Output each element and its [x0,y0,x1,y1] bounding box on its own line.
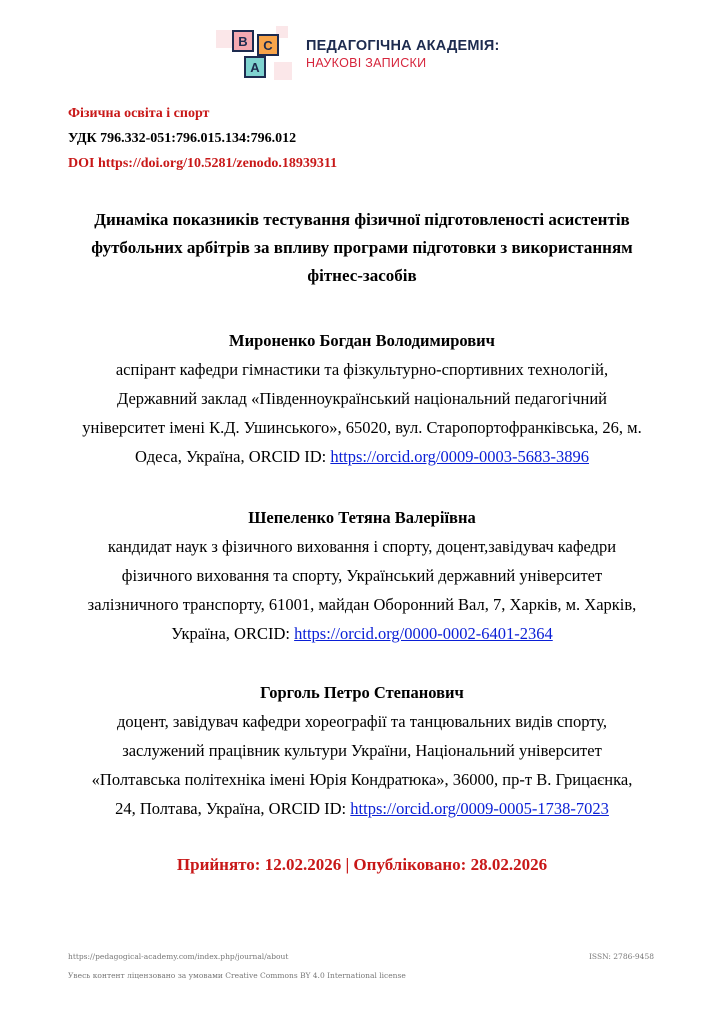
title-line: футбольних арбітрів за впливу програми підготовки з використанням [91,238,633,257]
orcid-link[interactable]: https://orcid.org/0009-0005-1738-7023 [350,799,609,818]
udc-code: УДК 796.332-051:796.015.134:796.012 [68,131,297,146]
author-name: Мироненко Богдан Володимирович [229,331,495,350]
affiliation-line: доцент, завідувач кафедри хореографії та танцювальних видів спорту, [117,712,607,731]
orcid-prefix: Одеса, Україна, ORCID ID: [135,447,331,466]
affiliation-line [40,794,684,823]
author-name: Шепеленко Тетяна Валеріївна [248,508,476,527]
journal-logo [214,24,534,84]
author-block [40,503,684,648]
affiliation-line: університет імені К.Д. Ушинського», 65020, вул. Старопортофранківська, 26, м. [82,418,642,437]
article-title [62,206,662,290]
section-label: Фізична освіта і спорт [68,106,210,121]
logo-block-a: A [244,56,266,78]
journal-brand [306,38,500,70]
affiliation-line: Державний заклад «Південноукраїнський національний педагогічний [116,389,608,408]
affiliation-line: кандидат наук з фізичного виховання і спорту, доцент,завідувач кафедри [107,537,617,556]
author-block [40,678,684,823]
author-block [40,326,684,471]
title-line: фітнес-засобів [307,266,417,285]
journal-title: ПЕДАГОГІЧНА АКАДЕМІЯ: [306,38,500,54]
footer-license: Увесь контент ліцензовано за умовами Creative Commons BY 4.0 International license [68,971,406,980]
logo-block-b: B [232,30,254,52]
affiliation-line: заслужений працівник культури України, Національний університет [122,741,602,760]
footer-url[interactable]: https://pedagogical-academy.com/index.php/journal/about [68,952,289,961]
orcid-prefix: Україна, ORCID: [171,624,295,643]
title-line: Динаміка показників тестування фізичної підготовленості асистентів [94,210,630,229]
affiliation-line [40,619,684,648]
doi-line[interactable]: DOI https://doi.org/10.5281/zenodo.18939311 [68,156,338,171]
logo-block-c: C [257,34,279,56]
affiliation-line: залізничного транспорту, 61001, майдан Оборонний Вал, 7, Харків, м. Харків, [87,595,637,614]
orcid-link[interactable]: https://orcid.org/0009-0003-5683-3896 [330,447,589,466]
journal-subtitle: НАУКОВІ ЗАПИСКИ [306,56,427,70]
orcid-prefix: 24, Полтава, Україна, ORCID ID: [115,799,351,818]
orcid-link[interactable]: https://orcid.org/0000-0002-6401-2364 [294,624,553,643]
author-name: Горголь Петро Степанович [260,683,464,702]
affiliation-line: аспірант кафедри гімнастики та фізкультурно-спортивних технологій, [115,360,609,379]
affiliation-line: фізичного виховання та спорту, Український державний університет [121,566,603,585]
logo-decor-square [274,62,292,80]
affiliation-line: «Полтавська політехніка імені Юрія Кондратюка», 36000, пр-т В. Грицаєнка, [91,770,633,789]
affiliation-line [40,442,684,471]
publication-dates: Прийнято: 12.02.2026 | Опубліковано: 28.02.2026 [176,855,548,874]
footer-issn: ISSN: 2786-9458 [588,952,654,961]
